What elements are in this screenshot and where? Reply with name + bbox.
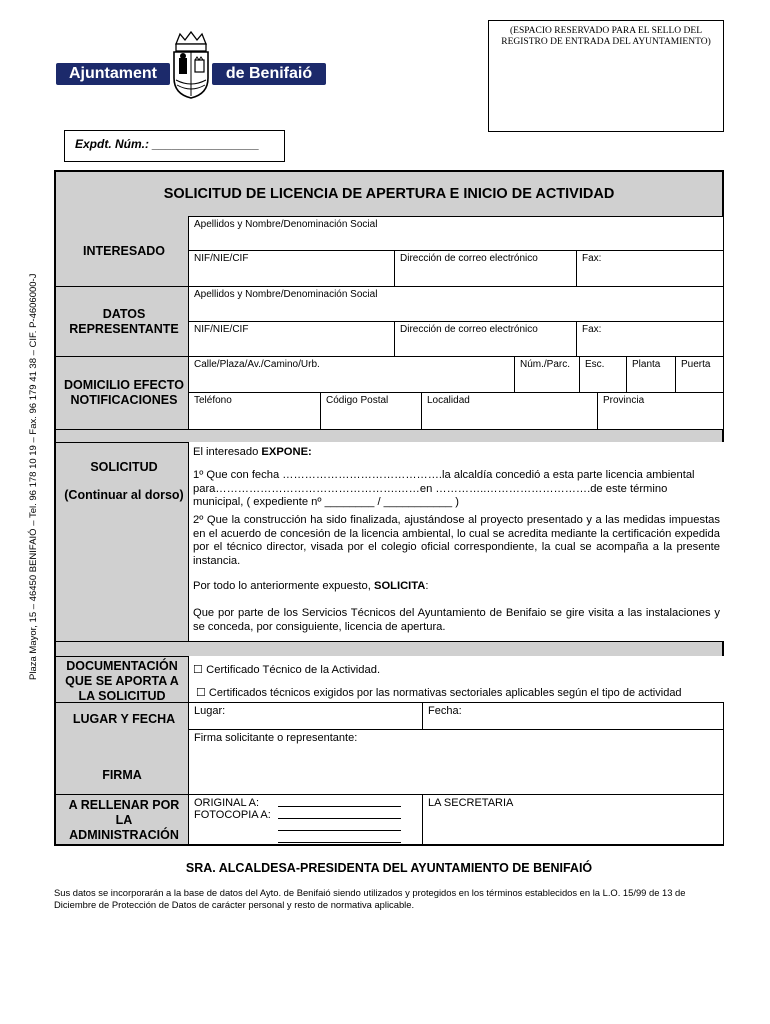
num-label: Núm./Parc. [520, 359, 571, 370]
telefono-label: Teléfono [194, 395, 232, 406]
secretaria-label: LA SECRETARIA [428, 797, 514, 809]
p3-prefix: Por todo lo anteriormente expuesto, [193, 580, 374, 592]
logo-right-text: de Benifaió [225, 65, 313, 82]
addressee: SRA. ALCALDESA-PRESIDENTA DEL AYUNTAMIENTO DE BENIFAIÓ [185, 861, 593, 875]
paragraph-3 [193, 580, 719, 594]
interesado-name-field[interactable] [188, 216, 724, 251]
representante-label-line2: REPRESENTANTE [69, 322, 179, 336]
original-label: ORIGINAL A: [194, 797, 260, 809]
p3-suffix: : [425, 580, 429, 592]
representante-name-field[interactable] [188, 286, 724, 322]
doc-label-line2: QUE SE APORTA A [65, 674, 179, 688]
expdt-label: Expdt. Núm.: ________________ [75, 137, 260, 151]
fecha-label: Fecha: [428, 705, 462, 717]
divider [56, 794, 188, 795]
seal-box-line1: (ESPACIO RESERVADO PARA EL SELLO DEL [510, 26, 702, 36]
original-line [278, 806, 401, 807]
doc-item-1[interactable]: ☐ Certificado Técnico de la Actividad. [193, 664, 381, 676]
cp-label: Código Postal [326, 395, 389, 406]
firma-label: FIRMA [102, 768, 142, 782]
lugar-label: Lugar: [194, 705, 226, 717]
representante-label [56, 307, 192, 337]
interesado-email-field[interactable] [394, 250, 577, 287]
interesado-label: INTERESADO [83, 244, 165, 258]
registry-seal-box [488, 20, 724, 132]
coat-of-arms-icon [170, 30, 212, 100]
domicilio-label-line2: NOTIFICACIONES [70, 393, 178, 407]
lugar-fecha-label: LUGAR Y FECHA [72, 712, 176, 726]
fotocopia-label: FOTOCOPIA A: [194, 809, 271, 821]
planta-field[interactable] [626, 356, 676, 393]
side-address-text: Plaza Mayor, 15 – 46450 BENIFAIÓ – Tel. 96 178 10 19 – Fax. 96 179 41 38 – CIF. P-4606000-J [28, 273, 39, 680]
documentacion-label [56, 659, 188, 704]
separator-band-1 [56, 429, 722, 442]
provincia-label: Provincia [603, 395, 645, 406]
cp-field[interactable] [320, 392, 422, 430]
interesado-fax-field[interactable] [576, 250, 724, 287]
fecha-field[interactable] [422, 702, 724, 730]
esc-field[interactable] [579, 356, 627, 393]
expone-line [193, 446, 719, 460]
extra-line-1 [278, 830, 401, 831]
representante-fax-field[interactable] [576, 321, 724, 357]
p1-line1: 1º Que con fecha …………………………………….la alcaldía concedió a esta parte licencia ambiental [193, 469, 695, 481]
telefono-field[interactable] [188, 392, 321, 430]
representante-email-field[interactable] [394, 321, 577, 357]
p3-bold: SOLICITA [373, 580, 426, 592]
admin-label-line1: A RELLENAR POR [68, 798, 180, 812]
puerta-field[interactable] [675, 356, 724, 393]
doc-label-line3: LA SOLICITUD [78, 689, 166, 703]
paragraph-4: Que por parte de los Servicios Técnicos del Ayuntamiento de Benifaio se gire visita a las instalaciones y se conceda, por consiguiente, licencia de apertura. [193, 607, 720, 633]
p1-line3: municipal, ( expediente nº ________ / ___________ ) [193, 496, 459, 508]
esc-label: Esc. [585, 359, 605, 370]
representante-nif-field[interactable] [188, 321, 395, 357]
logo-right-bar [212, 63, 326, 85]
solicitud-label: SOLICITUD [90, 460, 158, 474]
seal-box-line2: REGISTRO DE ENTRADA DEL AYUNTAMIENTO) [501, 37, 711, 47]
admin-label [56, 798, 192, 843]
privacy-notice: Sus datos se incorporarán a la base de datos del Ayto. de Benifaió siendo utilizados y protegidos en los términos establecidos en la L.O. 15/99 de 13 de Diciembre de Protección de Datos de carácter personal y resto de normativa aplicable. [54, 887, 686, 910]
fotocopia-line [278, 818, 401, 819]
doc-label-line1: DOCUMENTACIÓN [66, 659, 178, 673]
representante-nif-label: NIF/NIE/CIF [194, 324, 249, 335]
calle-label: Calle/Plaza/Av./Camino/Urb. [194, 359, 320, 370]
interesado-nif-field[interactable] [188, 250, 395, 287]
planta-label: Planta [632, 359, 661, 370]
interesado-name-label: Apellidos y Nombre/Denominación Social [194, 219, 378, 230]
p1-line2: para………………………………………….……en …………..……………………….de este término [193, 482, 668, 495]
extra-line-2 [278, 842, 401, 843]
separator-band-2 [56, 641, 722, 656]
expedient-number-field[interactable] [64, 130, 285, 162]
form-title: SOLICITUD DE LICENCIA DE APERTURA E INICIO DE ACTIVIDAD [56, 172, 722, 216]
localidad-label: Localidad [427, 395, 470, 406]
firma-field[interactable] [188, 729, 724, 795]
domicilio-label-line1: DOMICILIO EFECTO [64, 378, 184, 392]
firma-field-label: Firma solicitante o representante: [194, 732, 358, 744]
calle-field[interactable] [188, 356, 515, 393]
solicitud-continue-label: (Continuar al dorso) [64, 488, 184, 502]
interesado-email-label: Dirección de correo electrónico [400, 253, 538, 264]
representante-email-label: Dirección de correo electrónico [400, 324, 538, 335]
num-field[interactable] [514, 356, 580, 393]
secretaria-field[interactable] [422, 794, 724, 845]
expone-prefix: El interesado [193, 446, 262, 458]
paragraph-2: 2º Que la construcción ha sido finalizada, ajustándose al proyecto presentado y a las medidas impuestas en el acuerdo de concesión de la licencia ambiental, lo cual se acredita mediante la certificación expedida por el técnico director, visada por el colegio oficial correspondiente, la cual se acompaña a la presente instancia. [193, 514, 720, 567]
expone-bold: EXPONE: [261, 446, 312, 458]
puerta-label: Puerta [681, 359, 711, 370]
paragraph-1 [193, 469, 722, 510]
divider [56, 641, 722, 642]
admin-copies-field[interactable] [188, 794, 423, 845]
divider [56, 286, 188, 287]
interesado-fax-label: Fax: [582, 253, 602, 264]
provincia-field[interactable] [597, 392, 724, 430]
interesado-nif-label: NIF/NIE/CIF [194, 253, 249, 264]
representante-name-label: Apellidos y Nombre/Denominación Social [194, 289, 378, 300]
logo-left-bar [56, 63, 170, 85]
doc-item-2[interactable]: ☐ Certificados técnicos exigidos por las normativas sectoriales aplicables según el tipo de actividad [196, 687, 682, 699]
representante-fax-label: Fax: [582, 324, 602, 335]
logo-left-text: Ajuntament [69, 65, 157, 82]
divider [56, 356, 188, 357]
representante-label-line1: DATOS [102, 307, 146, 321]
domicilio-label [56, 378, 192, 408]
localidad-field[interactable] [421, 392, 598, 430]
admin-label-line2: LA [115, 813, 133, 827]
admin-label-line3: ADMINISTRACIÓN [69, 828, 179, 842]
lugar-field[interactable] [188, 702, 423, 730]
